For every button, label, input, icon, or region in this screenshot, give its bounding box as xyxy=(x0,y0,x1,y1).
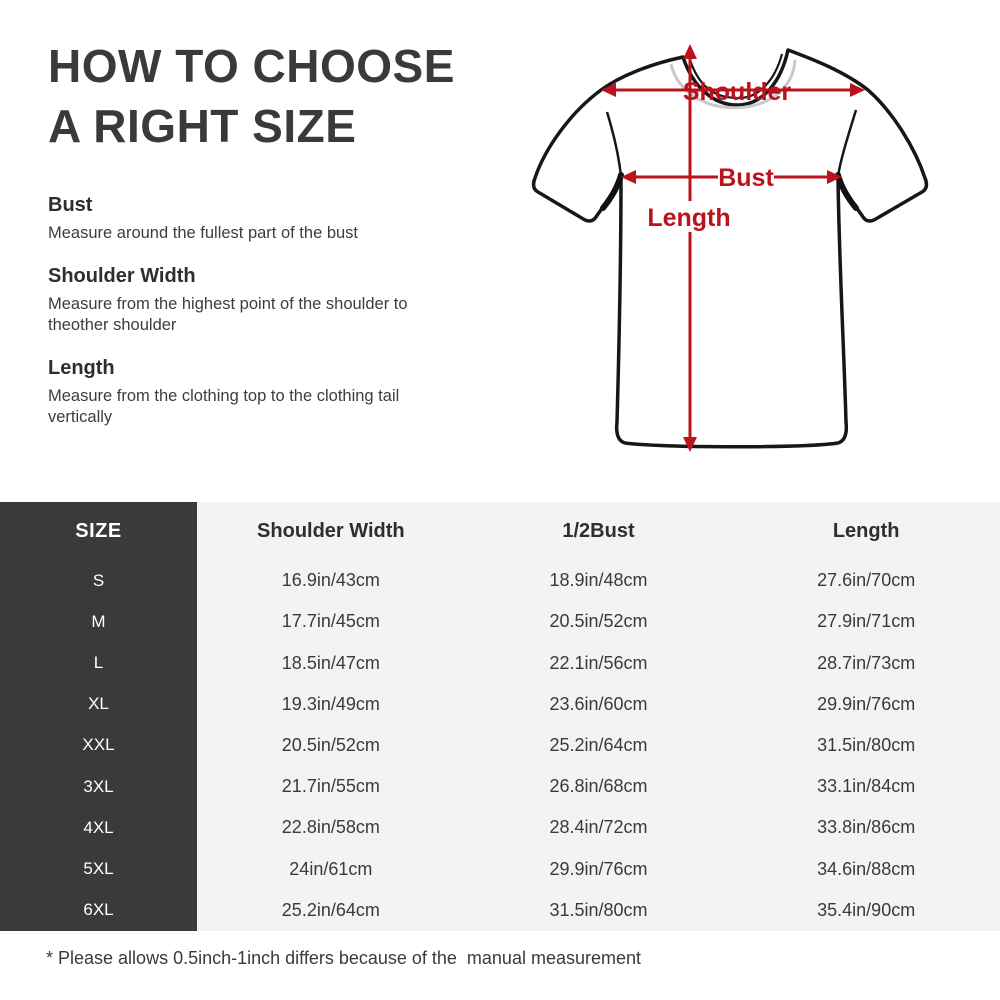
length-value: 34.6in/88cm xyxy=(817,858,916,879)
table-row xyxy=(0,890,1000,931)
length-value: 35.4in/90cm xyxy=(817,899,916,920)
page-title xyxy=(48,36,455,156)
measurement-instructions xyxy=(48,194,448,449)
shoulder-width-value: 19.3in/49cm xyxy=(281,693,380,714)
size-label: XXL xyxy=(0,725,197,766)
length-value: 29.9in/76cm xyxy=(817,693,916,714)
half-bust-value: 23.6in/60cm xyxy=(549,693,648,714)
half-bust-value: 22.1in/56cm xyxy=(549,652,648,673)
size-label: M xyxy=(0,601,197,642)
tshirt-measurement-diagram xyxy=(515,30,965,470)
shoulder-width-value: 25.2in/64cm xyxy=(281,899,380,920)
shoulder-width-value: 17.7in/45cm xyxy=(281,611,380,632)
page-title-line2: A RIGHT SIZE xyxy=(48,100,357,152)
instruction-body: Measure from the clothing top to the clothing tail vertically xyxy=(48,386,400,426)
size-label: 4XL xyxy=(0,807,197,848)
half-bust-value: 25.2in/64cm xyxy=(549,734,648,755)
page-title-line1: HOW TO CHOOSE xyxy=(48,40,455,92)
tshirt-outline xyxy=(534,50,927,447)
size-table-body xyxy=(0,560,1000,931)
table-row xyxy=(0,849,1000,890)
instruction-body: Measure around the fullest part of the bust xyxy=(48,224,359,242)
instruction-heading: Shoulder Width xyxy=(48,264,196,287)
instruction-length xyxy=(48,357,448,429)
size-label: 5XL xyxy=(0,849,197,890)
size-column-header: SIZE xyxy=(0,502,197,560)
shoulder-width-value: 16.9in/43cm xyxy=(281,570,380,591)
size-label: S xyxy=(0,560,197,601)
half-bust-value: 31.5in/80cm xyxy=(549,899,648,920)
instruction-heading: Length xyxy=(48,356,115,379)
table-row xyxy=(0,807,1000,848)
size-table-header xyxy=(0,502,1000,560)
instruction-shoulder-width xyxy=(48,265,448,337)
half-bust-value: 28.4in/72cm xyxy=(549,817,648,838)
size-table xyxy=(0,502,1000,931)
shoulder-arrow-label: Shoulder xyxy=(682,78,792,106)
size-label: XL xyxy=(0,684,197,725)
shoulder-width-value: 24in/61cm xyxy=(289,858,373,879)
measurement-disclaimer: * Please allows 0.5inch-1inch differs because of the manual measurement xyxy=(46,948,642,968)
shoulder-width-value: 21.7in/55cm xyxy=(281,776,380,797)
half-bust-value: 18.9in/48cm xyxy=(549,570,648,591)
length-value: 33.8in/86cm xyxy=(817,817,916,838)
instruction-heading: Bust xyxy=(48,194,93,216)
size-label: L xyxy=(0,642,197,683)
length-value: 33.1in/84cm xyxy=(817,776,916,797)
length-arrowhead-top xyxy=(683,44,697,59)
length-value: 27.6in/70cm xyxy=(817,570,916,591)
length-column-header: Length xyxy=(832,519,900,542)
length-arrow-label: Length xyxy=(647,204,731,232)
half-bust-value: 26.8in/68cm xyxy=(549,776,648,797)
size-label: 3XL xyxy=(0,766,197,807)
length-value: 31.5in/80cm xyxy=(817,734,916,755)
table-row xyxy=(0,642,1000,683)
half-bust-value: 20.5in/52cm xyxy=(549,611,648,632)
shoulder-width-value: 20.5in/52cm xyxy=(281,734,380,755)
instruction-bust xyxy=(48,194,448,245)
bust-arrow-label: Bust xyxy=(718,164,774,192)
table-row xyxy=(0,684,1000,725)
shoulder-width-value: 18.5in/47cm xyxy=(281,652,380,673)
shoulder-width-column-header: Shoulder Width xyxy=(257,519,405,542)
shoulder-width-value: 22.8in/58cm xyxy=(281,817,380,838)
half-bust-column-header: 1/2Bust xyxy=(562,519,635,542)
length-value: 28.7in/73cm xyxy=(817,652,916,673)
table-row xyxy=(0,601,1000,642)
table-row xyxy=(0,560,1000,601)
half-bust-value: 29.9in/76cm xyxy=(549,858,648,879)
length-value: 27.9in/71cm xyxy=(817,611,916,632)
table-row xyxy=(0,725,1000,766)
instruction-body: Measure from the highest point of the shoulder to theother shoulder xyxy=(48,294,408,334)
size-label: 6XL xyxy=(0,890,197,931)
table-row xyxy=(0,766,1000,807)
